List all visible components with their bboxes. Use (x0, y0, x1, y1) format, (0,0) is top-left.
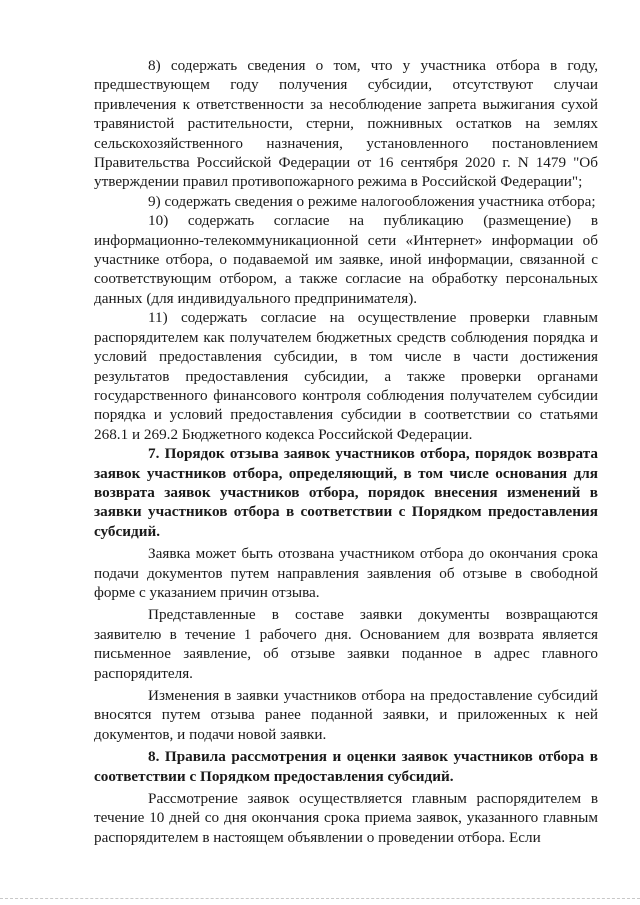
paragraph-item-9: 9) содержать сведения о режиме налогообложения участника отбора; (148, 192, 596, 210)
paragraph-item-11: 11) содержать согласие на осуществление проверки главным распорядителем как получателем бюджетных средств соблюдения порядка и условий предоставления субсидии, в том числе в части достижения результатов предоставления субсидии, а также проверки органами государственного финансового контроля соблюдения получателем субсидии порядка и условий предоставления субсидии в соответствии со статьями 268.1 и 269.2 Бюджетного кодекса Российской Федерации. (94, 309, 598, 443)
page-bottom-edge (0, 898, 640, 899)
paragraph-withdrawal: Заявка может быть отозвана участником отбора до окончания срока подачи документов путем направления заявления об отзыве в свободной форме с указанием причин отзыва. (94, 545, 598, 601)
paragraph-return: Представленные в составе заявки документы возвращаются заявителю в течение 1 рабочего дня. Основанием для возврата является письменное заявление, об отзыве заявки поданное в адрес главного распорядителя. (94, 606, 598, 682)
paragraph-item-8: 8) содержать сведения о том, что у участника отбора в году, предшествующем году получения субсидии, отсутствуют случаи привлечения к ответственности за несоблюдение запрета выжигания сухой травянистой растительности, стерни, пожнивных остатков на землях сельскохозяйственного назначения, установленного постановлением Правительства Российской Федерации от 16 сентября 2020 г. N 1479 "Об утверждении правил противопожарного режима в Российской Федерации"; (94, 57, 598, 191)
paragraph-review: Рассмотрение заявок осуществляется главным распорядителем в течение 10 дней со дня окончания срока приема заявок, указанного главным распорядителем в настоящем объявлении о проведении отбора. Если (94, 790, 598, 846)
paragraph-item-10: 10) содержать согласие на публикацию (размещение) в информационно-телекоммуникационной сети «Интернет» информации об участнике отбора, о подаваемой им заявке, иной информации, связанной с соответствующим отбором, а также согласие на обработку персональных данных (для индивидуального предпринимателя). (94, 212, 598, 307)
section-heading-8: 8. Правила рассмотрения и оценки заявок участников отбора в соответствии с Порядком предоставления субсидий. (94, 748, 598, 785)
section-heading-7: 7. Порядок отзыва заявок участников отбора, порядок возврата заявок участников отбора, определяющий, в том числе основания для возврата заявок участников отбора, порядок внесения изменений в заявки участников отбора в соответствии с Порядком предоставления субсидий. (94, 445, 598, 540)
paragraph-changes: Изменения в заявки участников отбора на предоставление субсидий вносятся путем отзыва ранее поданной заявки, и приложенных к ней документов, и подачи новой заявки. (94, 687, 598, 743)
document-page (94, 56, 598, 847)
